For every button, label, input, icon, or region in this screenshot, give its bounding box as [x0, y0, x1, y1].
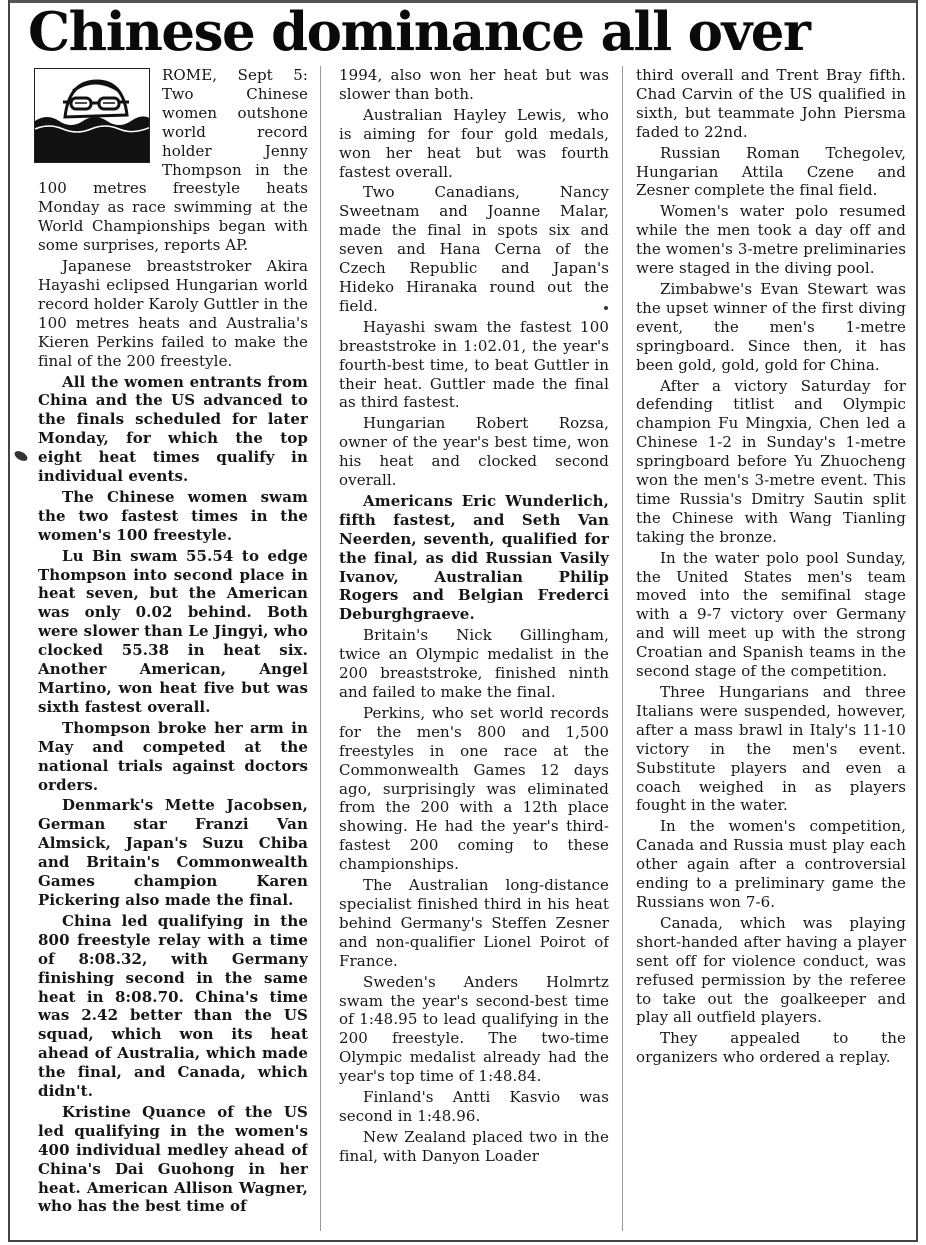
article-paragraph: Kristine Quance of the US led qualifying in the women's 400 individual medley ahead of China's Dai Guohong in her heat. American Allison Wagner, who has the best time of	[38, 1102, 308, 1216]
article-paragraph: Two Canadians, Nancy Sweetnam and Joanne Malar, made the final in spots six and seven and Hana Cerna of the Czech Republic and Japan's Hideko Hiranaka round out the field.	[339, 183, 609, 315]
article-paragraph: Denmark's Mette Jacobsen, German star Franzi Van Almsick, Japan's Suzu Chiba and Britain's Commonwealth Games champion Karen Pickering also made the final.	[38, 796, 308, 909]
article-paragraph: Lu Bin swam 55.54 to edge Thompson into second place in heat seven, but the American was only 0.02 behind. Both were slower than Le Jingyi, who clocked 55.38 in heat six. Another American, Angel Martino, won heat five but was sixth fastest overall.	[38, 546, 308, 716]
article-paragraph: Three Hungarians and three Italians were suspended, however, after a mass brawl in Italy's 11-10 victory in the men's event. Substitute players and even a coach weighed in as players fought in the water.	[636, 683, 906, 815]
article-paragraph: All the women entrants from China and the US advanced to the finals scheduled for later Monday, for which the top eight heat times qualify in individual events.	[38, 372, 308, 486]
article-paragraph: In the water polo pool Sunday, the United States men's team moved into the semifinal stage with a 9-7 victory over Germany and will meet up with the strong Croatian and Spanish teams in the second stage of the competition.	[636, 548, 906, 681]
article-headline: Chinese dominance all over	[28, 1, 810, 63]
article-paragraph: Canada, which was playing short-handed after having a player sent off for violence conduct, was refused permission by the referee to take out the goalkeeper and play all outfield players.	[636, 913, 906, 1027]
article-paragraph: Australian Hayley Lewis, who is aiming for four gold medals, won her heat but was fourth fastest overall.	[339, 105, 609, 181]
print-speck	[604, 306, 608, 310]
article-paragraph: Women's water polo resumed while the men took a day off and the women's 3-metre preliminaries were staged in the diving pool.	[636, 202, 906, 278]
article-paragraph: Sweden's Anders Holmrtz swam the year's second-best time of 1:48.95 to lead qualifying in the 200 freestyle. The two-time Olympic medalist already had the year's top time of 1:48.84.	[339, 972, 609, 1086]
article-column-3	[636, 66, 906, 1234]
article-paragraph: The Australian long-distance specialist finished third in his heat behind Germany's Steffen Zesner and non-qualifier Lionel Poirot of France.	[339, 876, 609, 970]
article-column-2	[339, 66, 609, 1234]
article-paragraph: 1994, also won her heat but was slower than both.	[339, 66, 609, 103]
article-paragraph: Britain's Nick Gillingham, twice an Olympic medalist in the 200 breaststroke, finished ninth and failed to make the final.	[339, 626, 609, 701]
article-paragraph: Japanese breaststroker Akira Hayashi eclipsed Hungarian world record holder Karoly Guttler in the 100 metres heats and Australia's Kieren Perkins failed to make the final of the 200 freestyle.	[38, 257, 308, 370]
article-paragraph: Perkins, who set world records for the men's 800 and 1,500 freestyles in one race at the Commonwealth Games 12 days ago, surprisingly was eliminated from the 200 with a 12th place showing. He had the year's third-fastest 200 coming to these championships.	[339, 703, 609, 874]
article-paragraph: Finland's Antti Kasvio was second in 1:48.96.	[339, 1088, 609, 1125]
article-paragraph: In the women's competition, Canada and Russia must play each other again after a controversial ending to a preliminary game the Russians won 7-6.	[636, 817, 906, 911]
article-paragraph: The Chinese women swam the two fastest times in the women's 100 freestyle.	[38, 487, 308, 544]
article-paragraph: After a victory Saturday for defending titlist and Olympic champion Fu Mingxia, Chen led a Chinese 1-2 in Sunday's 1-metre springboard before Yu Zhuocheng won the men's 3-metre event. This time Russia's Dmitry Sautin split the Chinese with Wang Tianling taking the bronze.	[636, 376, 906, 546]
article-paragraph: Hungarian Robert Rozsa, owner of the year's best time, won his heat and clocked second overall.	[339, 414, 609, 490]
page-frame-right	[916, 0, 918, 1242]
article-paragraph: Zimbabwe's Evan Stewart was the upset winner of the first diving event, the men's 1-metre springboard. Since then, it has been gold, gold, gold for China.	[636, 279, 906, 374]
article-paragraph: China led qualifying in the 800 freestyle relay with a time of 8:08.32, with Germany finishing second in the same heat in 8:08.70. China's time was 2.42 better than the US squad, which won its heat ahead of Australia, which made the final, and Canada, which didn't.	[38, 911, 308, 1101]
article-paragraph: New Zealand placed two in the final, with Danyon Loader	[339, 1127, 609, 1165]
article-paragraph: Hayashi swam the fastest 100 breaststroke in 1:02.01, the year's fourth-best time, to beat Guttler in their heat. Guttler made the final as third fastest.	[339, 317, 609, 412]
page-frame-bottom	[8, 1240, 918, 1242]
article-paragraph: Russian Roman Tchegolev, Hungarian Attila Czene and Zesner complete the final field.	[636, 143, 906, 200]
article-paragraph: third overall and Trent Bray fifth. Chad Carvin of the US qualified in sixth, but teammate John Piersma faded to 22nd.	[636, 66, 906, 141]
article-paragraph: They appealed to the organizers who ordered a replay.	[636, 1029, 906, 1067]
logo-wrap-spacer	[38, 66, 162, 162]
article-paragraph: Thompson broke her arm in May and competed at the national trials against doctors orders.	[38, 718, 308, 794]
article-paragraph: Americans Eric Wunderlich, fifth fastest, and Seth Van Neerden, seventh, qualified for the final, as did Russian Vasily Ivanov, Australian Philip Rogers and Belgian Frederci Deburghgraeve.	[339, 491, 609, 624]
page-frame-left	[8, 0, 10, 1242]
column-rule	[622, 66, 623, 1231]
column-rule	[320, 66, 321, 1231]
print-speck	[13, 449, 29, 463]
article-paragraph: ROME, Sept 5: Two Chinese women outshone world record holder Jenny Thompson in the 100 metres freestyle heats Monday as race swimming at the World Championships began with some surprises, reports AP.	[38, 66, 308, 255]
article-column-1	[38, 66, 308, 1234]
